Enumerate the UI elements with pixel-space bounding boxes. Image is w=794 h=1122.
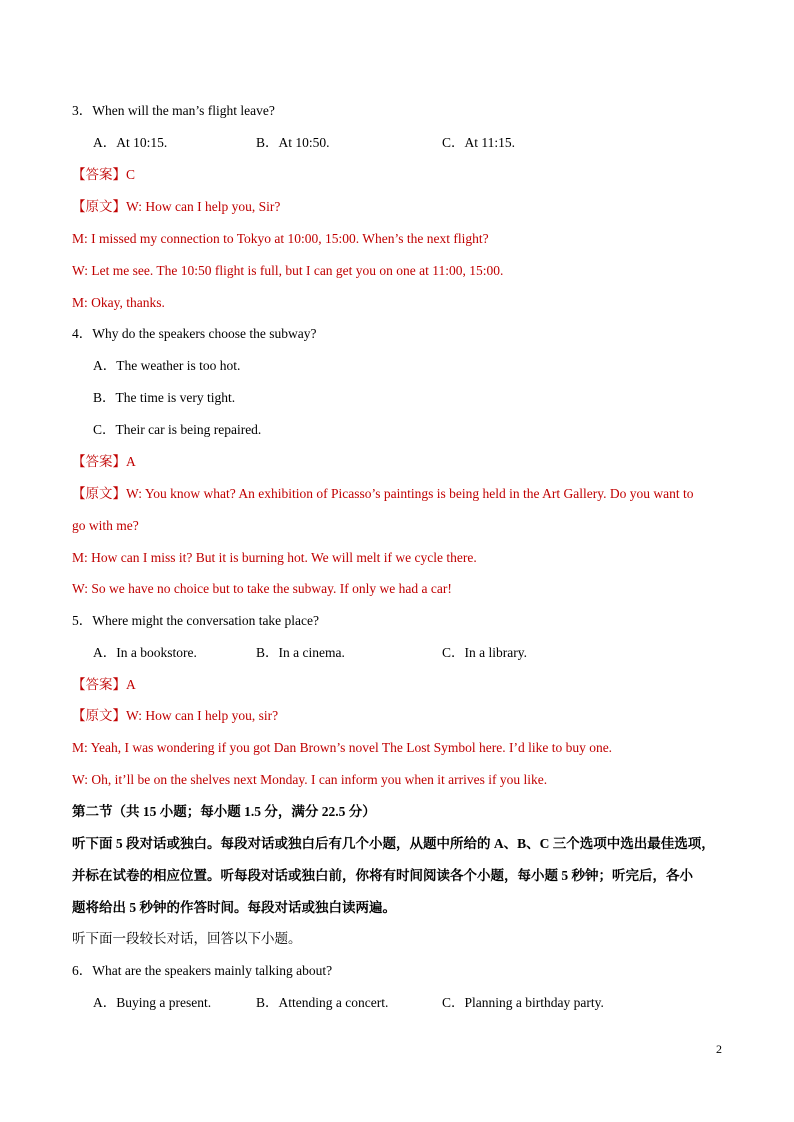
question-4: 4．Why do the speakers choose the subway? xyxy=(72,326,317,341)
q4-transcript-line-4: W: So we have no choice but to take the subway. If only we had a car! xyxy=(72,581,452,596)
q4-transcript-line-1 xyxy=(72,485,693,503)
answer-value: A xyxy=(126,454,136,469)
q4-answer xyxy=(72,453,136,471)
q6-option-b: B．Attending a concert. xyxy=(256,995,389,1010)
transcript-tag: 【原文】 xyxy=(72,486,126,501)
answer-value: A xyxy=(126,677,136,692)
q3-transcript-line-2: M: I missed my connection to Tokyo at 10:00, 15:00. When’s the next flight? xyxy=(72,231,489,246)
q5-transcript-line-2: M: Yeah, I was wondering if you got Dan Brown’s novel The Lost Symbol here. I’d like to buy one. xyxy=(72,740,613,755)
q3-transcript-line-4: M: Okay, thanks. xyxy=(72,295,165,310)
transcript-text: W: How can I help you, sir? xyxy=(126,708,279,723)
answer-tag: 【答案】 xyxy=(72,454,126,469)
q4-transcript-line-3: M: How can I miss it? But it is burning hot. We will melt if we cycle there. xyxy=(72,550,477,565)
section-prompt: 听下面一段较长对话，回答以下小题。 xyxy=(72,931,302,946)
answer-value: C xyxy=(126,167,136,182)
q6-option-c: C．Planning a birthday party. xyxy=(442,995,604,1010)
q3-answer xyxy=(72,166,135,184)
q4-transcript-line-2: go with me? xyxy=(72,518,139,533)
q6-option-a: A．Buying a present. xyxy=(93,995,212,1010)
answer-tag: 【答案】 xyxy=(72,167,126,182)
q5-answer xyxy=(72,676,136,694)
q3-transcript-line-3: W: Let me see. The 10:50 flight is full, but I can get you on one at 11:00, 15:00. xyxy=(72,263,504,278)
question-6: 6．What are the speakers mainly talking about? xyxy=(72,963,333,978)
q5-transcript-line-3: W: Oh, it’ll be on the shelves next Monday. I can inform you when it arrives if you like. xyxy=(72,772,548,787)
section-heading: 第二节（共 15 小题；每小题 1.5 分，满分 22.5 分） xyxy=(72,804,376,819)
q5-transcript-line-1 xyxy=(72,707,278,725)
answer-tag: 【答案】 xyxy=(72,677,126,692)
section-instructions-line-1: 听下面 5 段对话或独白。每段对话或独白后有几个小题，从题中所给的 A、B、C 三个选项中选出最佳选项， xyxy=(72,836,715,851)
q4-option-a: A．The weather is too hot. xyxy=(93,358,241,373)
q3-option-b: B．At 10:50. xyxy=(256,135,330,150)
q4-option-c: C．Their car is being repaired. xyxy=(93,422,262,437)
question-3: 3．When will the man’s flight leave? xyxy=(72,103,275,118)
q5-option-b: B．In a cinema. xyxy=(256,645,345,660)
q5-option-c: C．In a library. xyxy=(442,645,527,660)
transcript-text: W: How can I help you, Sir? xyxy=(126,199,281,214)
transcript-tag: 【原文】 xyxy=(72,199,126,214)
transcript-text: W: You know what? An exhibition of Picasso’s paintings is being held in the Art Gallery. Do you want to xyxy=(126,486,694,501)
q3-option-a: A．At 10:15. xyxy=(93,135,168,150)
q3-option-c: C．At 11:15. xyxy=(442,135,516,150)
question-5: 5．Where might the conversation take place? xyxy=(72,613,320,628)
page-number: 2 xyxy=(716,1042,722,1056)
section-instructions-line-2: 并标在试卷的相应位置。听每段对话或独白前，你将有时间阅读各个小题，每小题 5 秒钟；听完后，各小 xyxy=(72,868,693,883)
q4-option-b: B．The time is very tight. xyxy=(93,390,236,405)
section-instructions-line-3: 题将给出 5 秒钟的作答时间。每段对话或独白读两遍。 xyxy=(72,900,396,915)
q3-transcript-line-1 xyxy=(72,198,280,216)
q5-option-a: A．In a bookstore. xyxy=(93,645,197,660)
transcript-tag: 【原文】 xyxy=(72,708,126,723)
